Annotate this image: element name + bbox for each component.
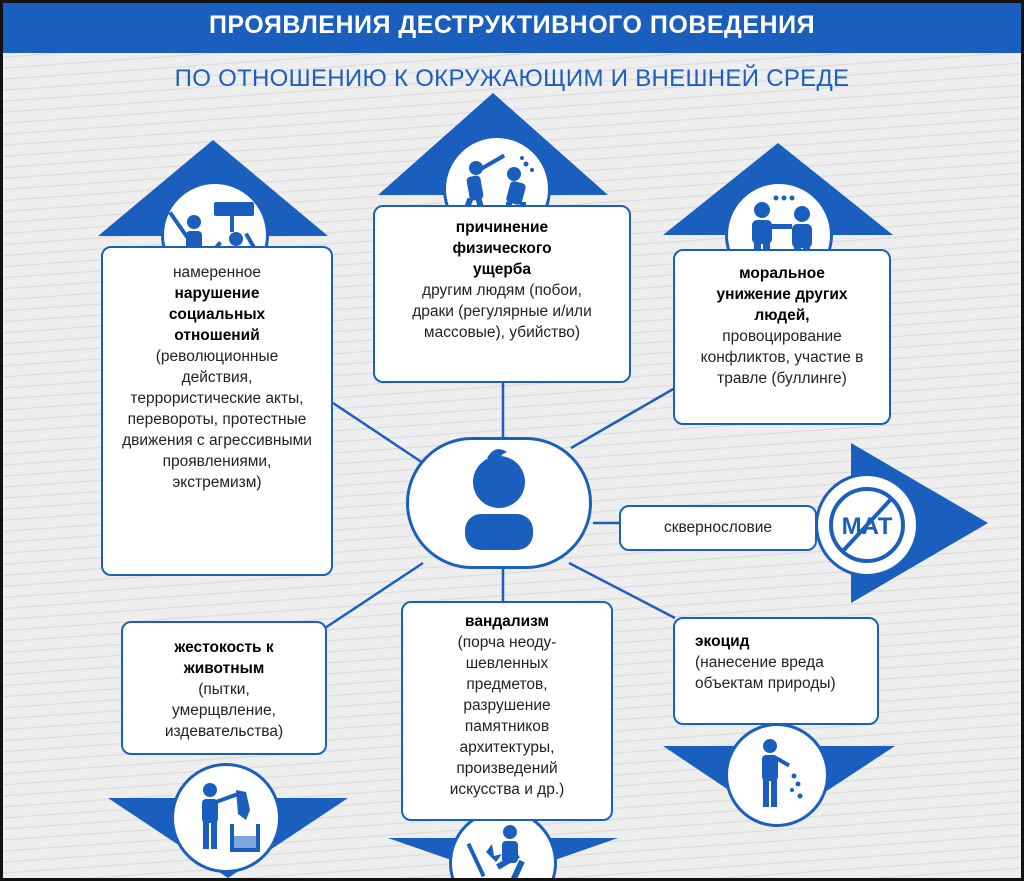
animals-detail: (пытки, умерщвление, издевательства) [164, 681, 284, 740]
littering-icon [725, 723, 829, 827]
physical-bold: причинение физического ущерба [452, 219, 552, 278]
page-title: ПРОЯВЛЕНИЯ ДЕСТРУКТИВНОГО ПОВЕДЕНИЯ [208, 11, 816, 39]
moral-bold: моральное унижение других людей, [716, 265, 848, 324]
card-profanity [619, 505, 817, 551]
card-physical-harm [373, 205, 631, 383]
ecocide-bold: экоцид [695, 633, 750, 650]
card-animal-cruelty [121, 621, 327, 755]
social-bold: нарушение социальных отношений [168, 285, 266, 344]
profanity-label: сквернословие [663, 519, 773, 536]
animal-cruelty-icon [171, 763, 281, 873]
card-ecocide [673, 617, 879, 725]
connector-moral [571, 388, 675, 448]
moral-detail: провоцирование конфликтов, участие в травле (буллинге) [700, 328, 864, 387]
card-moral-humiliation [673, 249, 891, 425]
mat-text: МАТ [841, 513, 893, 540]
person-icon [406, 437, 592, 569]
social-detail: (революционные действия, террористические акты, перевороты, протестные движения с агрессивными проявлениями, экстремизм) [122, 348, 312, 491]
no-swearing-icon [815, 473, 919, 577]
card-social-relations [101, 246, 333, 576]
vandalism-bold: вандализм [465, 613, 549, 630]
social-lead: намеренное [172, 264, 262, 281]
card-vandalism [401, 601, 613, 821]
vandalism-detail: (порча неоду-шевленных предметов, разрушение памятников архитектуры, произведений искусства и др.) [449, 634, 565, 798]
page-subtitle: ПО ОТНОШЕНИЮ К ОКРУЖАЮЩИМ И ВНЕШНЕЙ СРЕДЕ [174, 65, 850, 92]
physical-detail: другим людям (побои, драки (регулярные и/или массовые), убийство) [412, 282, 592, 341]
ecocide-detail: (нанесение вреда объектам природы) [695, 654, 836, 692]
animals-bold: жестокость к животным [174, 639, 274, 677]
